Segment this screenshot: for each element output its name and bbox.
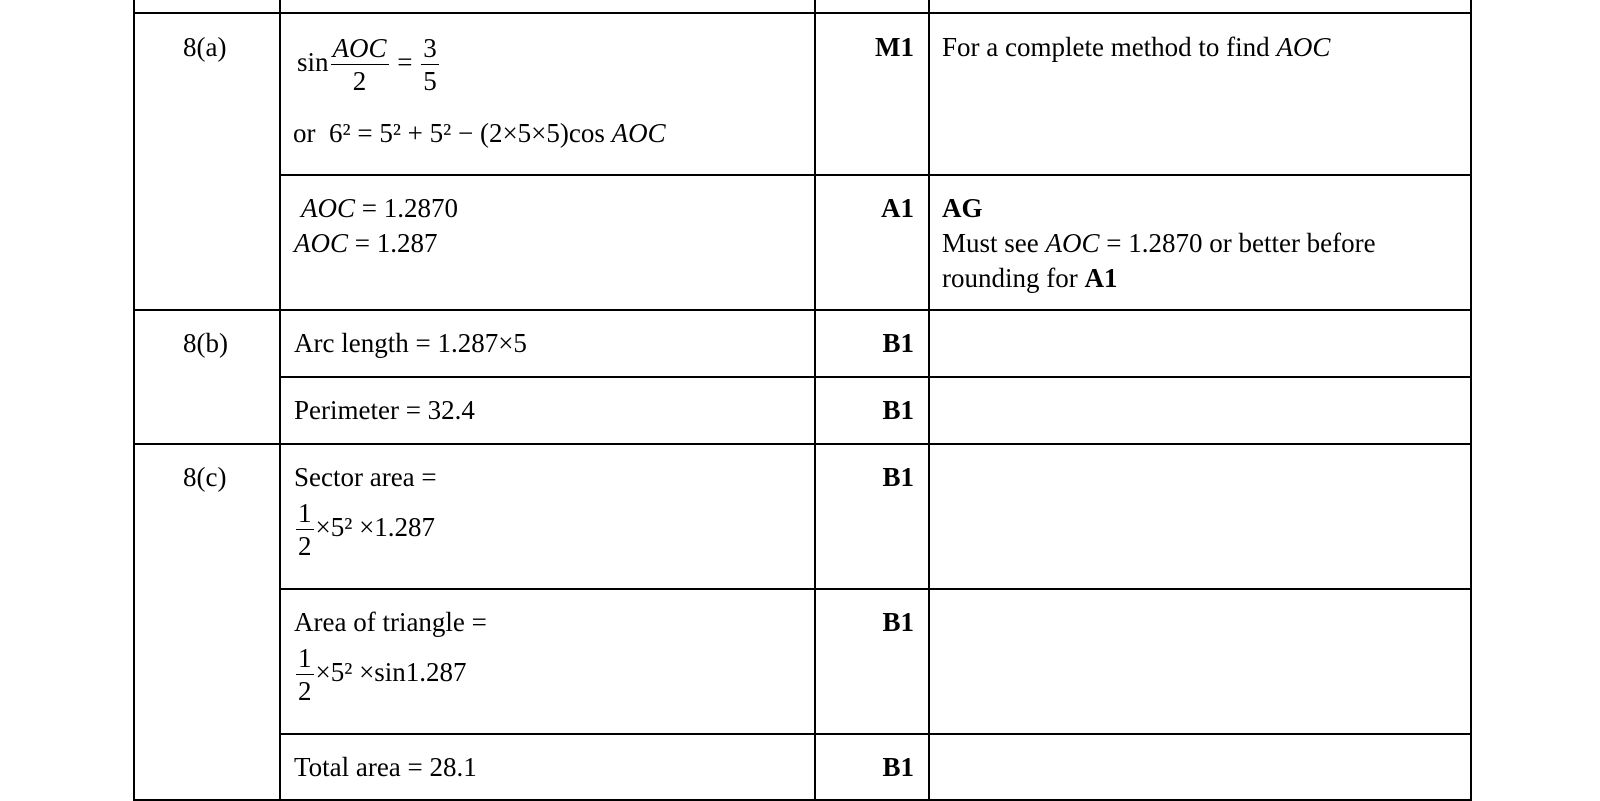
row-divider-8c-inner-2 xyxy=(279,733,1472,735)
sector-area-expression xyxy=(294,500,435,560)
row-divider-8b-8c xyxy=(133,443,1472,445)
aoc-half-fraction xyxy=(331,35,389,95)
cosine-rule-line xyxy=(293,120,666,147)
arc-length-line: Arc length = 1.287×5 xyxy=(294,328,527,358)
fraction-numerator: 1 xyxy=(298,643,312,673)
mark-b1-sector: B1 xyxy=(882,462,914,492)
row-divider-8a-8b xyxy=(133,309,1472,311)
fraction-denominator: 2 xyxy=(298,676,312,706)
question-number-8c: 8(c) xyxy=(183,462,227,492)
triangle-area-expression xyxy=(294,645,467,705)
result-line-1 xyxy=(301,195,458,222)
table-border-right xyxy=(1470,0,1472,801)
half-fraction xyxy=(296,500,314,560)
equals-sign: = xyxy=(397,47,413,78)
question-number-8b: 8(b) xyxy=(183,328,228,358)
fraction-denominator: 5 xyxy=(423,66,437,96)
column-divider-1 xyxy=(279,0,281,801)
guidance-variable: AOC xyxy=(1045,228,1100,258)
method-guidance xyxy=(942,34,1330,61)
method-guidance-text: For a complete method to find xyxy=(942,32,1270,62)
row-divider-8a-inner xyxy=(279,174,1472,176)
triangle-expression: ×5² ×sin1.287 xyxy=(315,657,467,688)
guidance-text: rounding for xyxy=(942,263,1085,293)
column-divider-3 xyxy=(928,0,930,801)
perimeter-line: Perimeter = 32.4 xyxy=(294,395,475,425)
total-area-line: Total area = 28.1 xyxy=(294,752,477,782)
result-line-2 xyxy=(294,230,437,257)
mark-b1-triangle: B1 xyxy=(882,607,914,637)
row-divider-8b-inner xyxy=(279,376,1472,378)
result-variable: AOC xyxy=(294,228,348,258)
method-guidance-variable: AOC xyxy=(1276,32,1331,62)
fraction-denominator: 2 xyxy=(298,531,312,561)
half-fraction xyxy=(296,645,314,705)
mark-b1-total: B1 xyxy=(882,752,914,782)
result-value: = 1.2870 xyxy=(355,193,458,223)
question-number-8a: 8(a) xyxy=(183,32,227,62)
guidance-text: Must see xyxy=(942,228,1046,258)
cosine-rule-variable: AOC xyxy=(611,118,666,148)
result-value: = 1.287 xyxy=(348,228,438,258)
sector-area-label: Sector area = xyxy=(294,462,437,492)
answer-given-label: AG xyxy=(942,193,983,223)
row-divider-8c-inner-1 xyxy=(279,588,1472,590)
fraction-numerator: AOC xyxy=(332,33,387,63)
column-divider-2 xyxy=(814,0,816,801)
guidance-mark: A1 xyxy=(1084,263,1118,293)
row-divider-top xyxy=(133,12,1472,14)
sin-function: sin xyxy=(297,47,329,78)
result-guidance-line-2 xyxy=(942,265,1117,292)
result-guidance-line-1 xyxy=(942,230,1376,257)
cosine-rule-expression: 6² = 5² + 5² − (2×5×5)cos xyxy=(329,118,605,148)
result-variable: AOC xyxy=(301,193,355,223)
mark-b1-perimeter: B1 xyxy=(882,395,914,425)
table-border-left xyxy=(133,0,135,801)
mark-a1: A1 xyxy=(881,193,914,223)
sector-expression: ×5² ×1.287 xyxy=(315,512,436,543)
fraction-denominator: 2 xyxy=(352,66,367,96)
fraction-numerator: 3 xyxy=(423,33,437,63)
ratio-fraction xyxy=(421,35,439,95)
triangle-area-label: Area of triangle = xyxy=(294,607,487,637)
sin-equation xyxy=(297,35,441,95)
mark-m1: M1 xyxy=(875,32,914,62)
or-label: or xyxy=(293,118,316,148)
fraction-numerator: 1 xyxy=(298,498,312,528)
guidance-text: = 1.2870 or better before xyxy=(1099,228,1376,258)
mark-b1-arc: B1 xyxy=(882,328,914,358)
